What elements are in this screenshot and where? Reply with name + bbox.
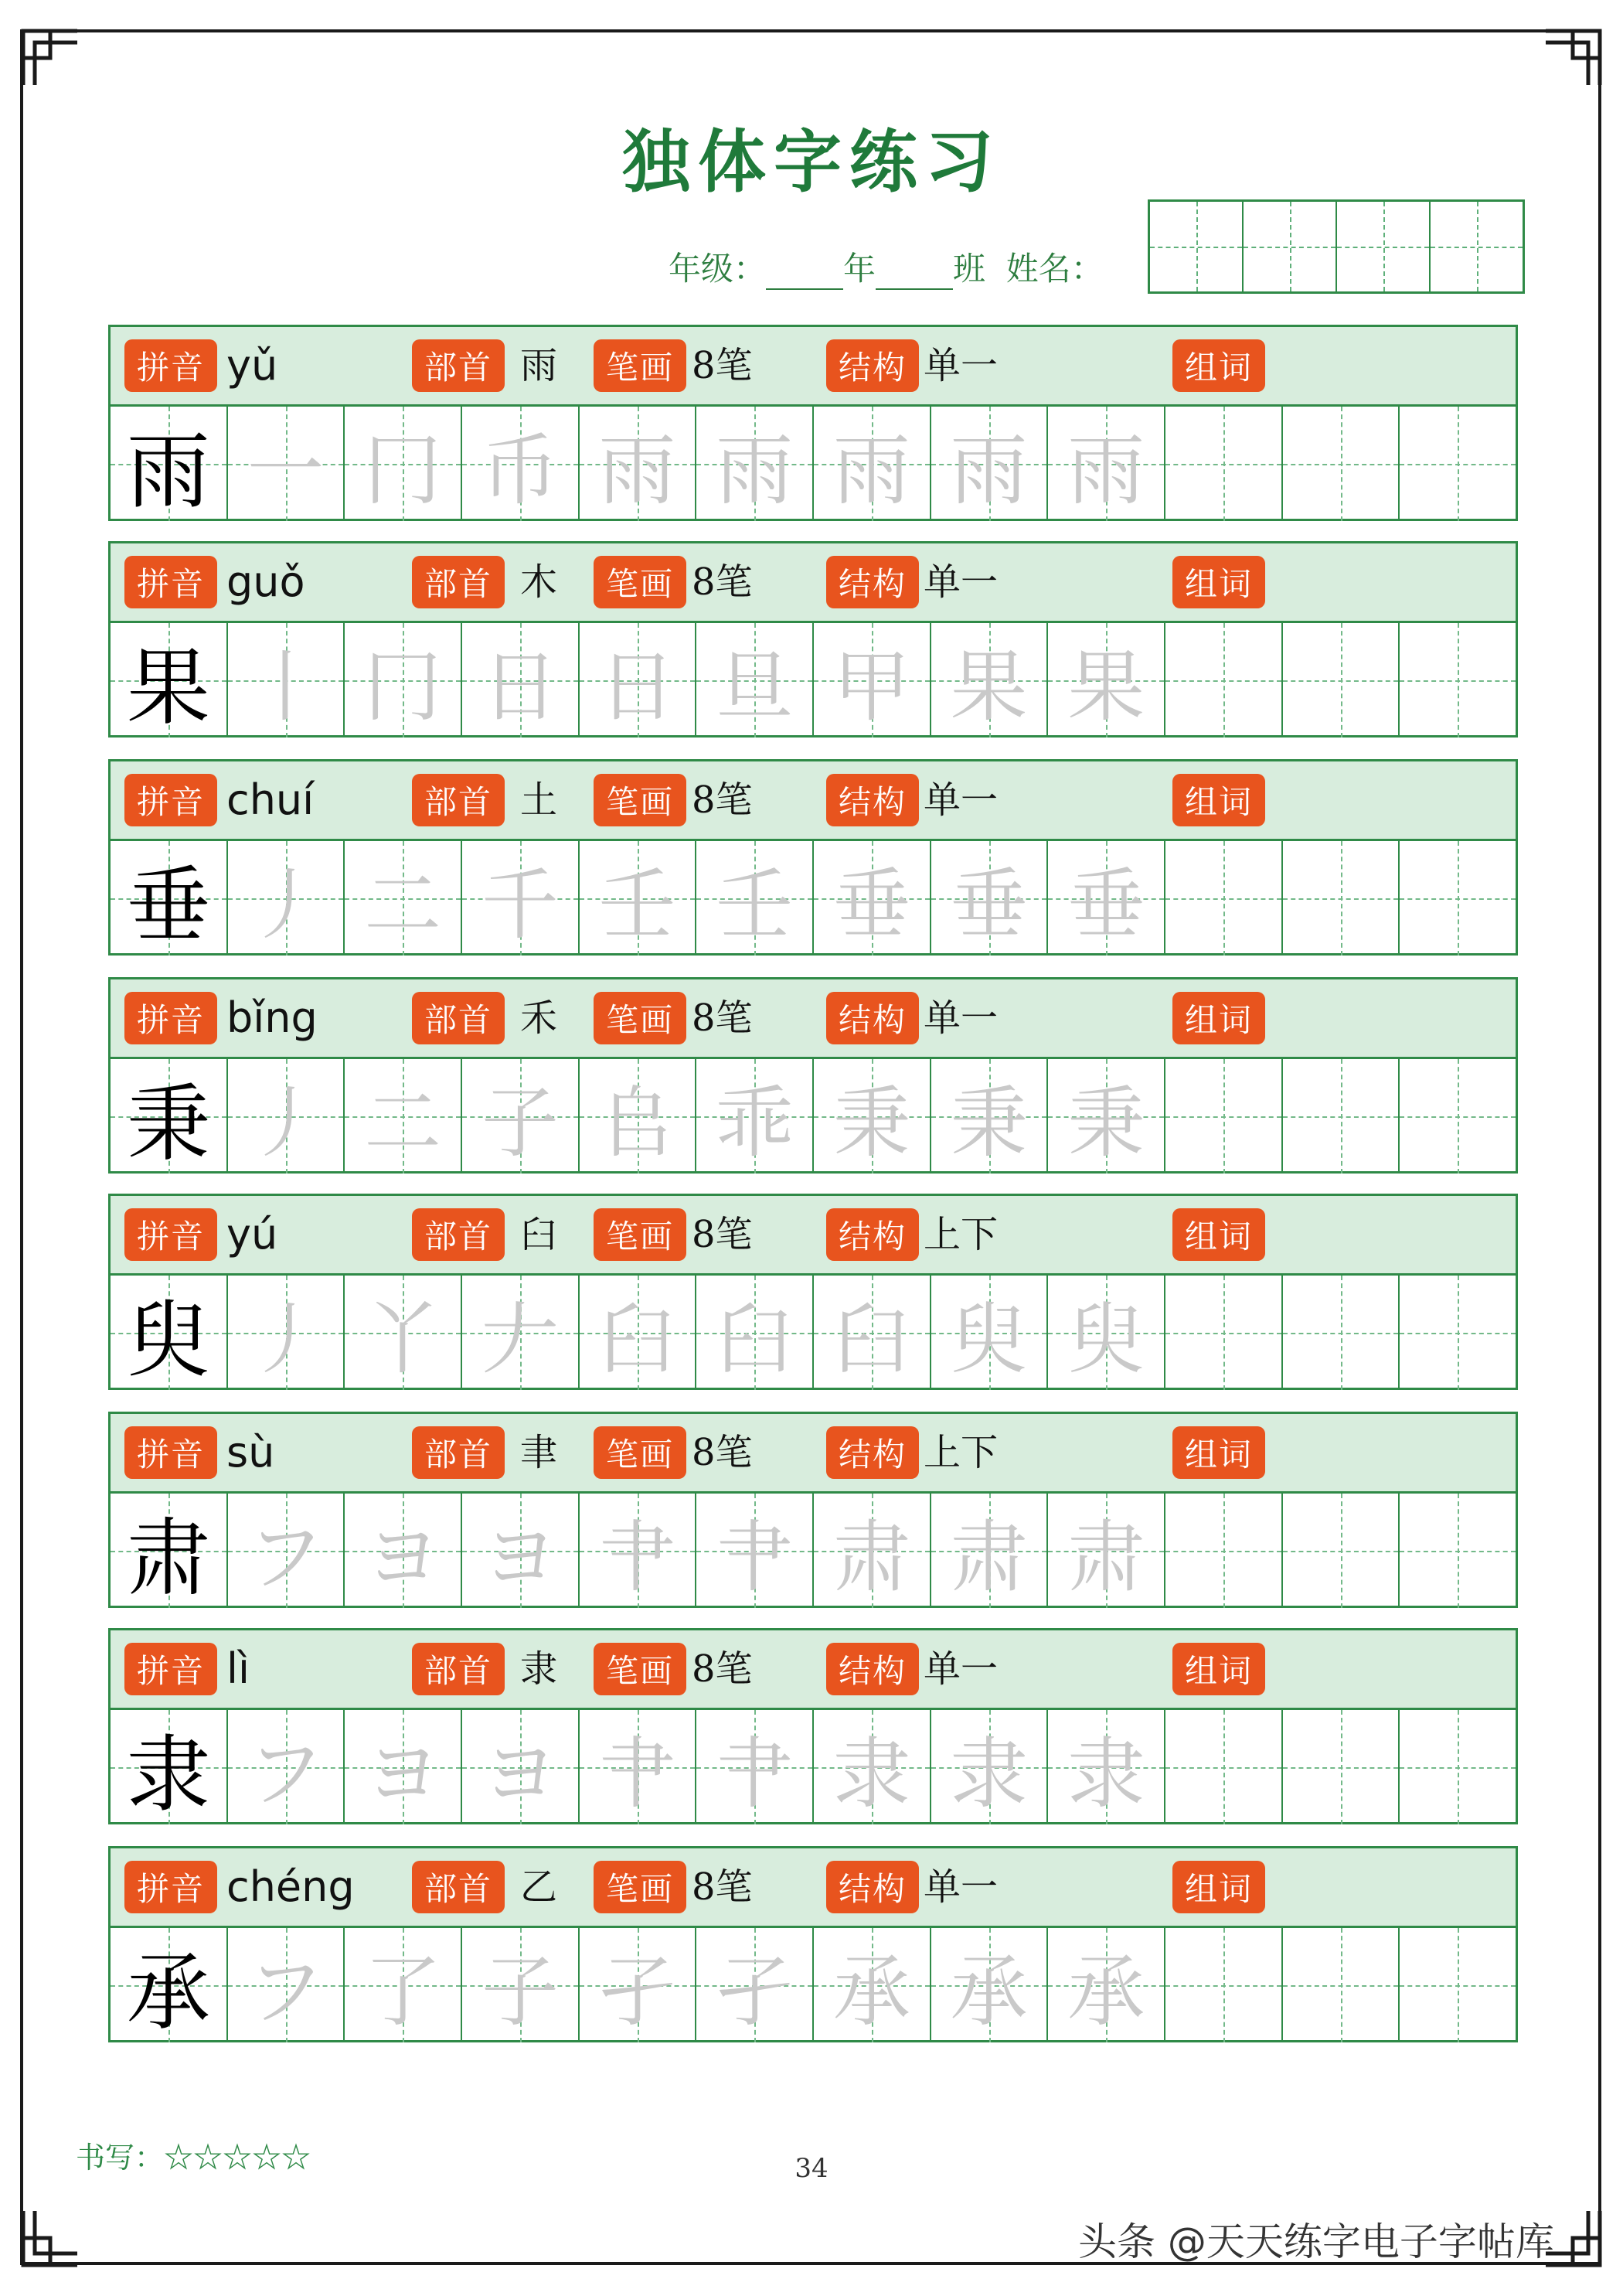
pinyin-value: lì (226, 1644, 250, 1693)
strokes-tag: 笔画 (594, 992, 686, 1044)
stroke-step-cell (814, 1494, 931, 1608)
char-info-bar (111, 979, 1516, 1059)
words-tag: 组词 (1172, 339, 1265, 392)
char-info-bar (111, 761, 1516, 841)
stroke-step-cell (931, 1494, 1049, 1608)
blank-practice-cell[interactable] (1400, 1276, 1516, 1390)
model-char-cell (111, 623, 228, 738)
corner-ornament-bottom-left (15, 2203, 85, 2273)
trace-character: 秉 (1067, 1078, 1145, 1168)
trace-character: 𠂤 (598, 1078, 676, 1168)
trace-character: 雨 (1067, 425, 1145, 516)
trace-character: 秉 (832, 1078, 910, 1168)
blank-practice-cell[interactable] (1400, 841, 1516, 956)
trace-character: 臼 (598, 1294, 676, 1385)
structure-value: 单一 (924, 778, 999, 822)
practice-block (108, 1846, 1518, 2042)
trace-character: 𠂇 (481, 1294, 559, 1385)
radical-value: 土 (520, 778, 558, 822)
trace-character: 孑 (598, 1947, 676, 2037)
pinyin-value: bǐng (226, 993, 318, 1042)
blank-practice-cell[interactable] (1400, 1494, 1516, 1608)
trace-character: 肃 (832, 1512, 910, 1603)
model-char-cell (111, 1928, 228, 2042)
student-info (669, 244, 1104, 290)
strokes-value: 8笔 (692, 1431, 753, 1474)
stroke-step-cell (462, 1710, 580, 1824)
trace-character: 肃 (950, 1512, 1028, 1603)
trace-character: 丿 (247, 1294, 325, 1385)
stroke-step-cell (580, 407, 697, 521)
trace-character: 壬 (598, 860, 676, 950)
stroke-step-cell (696, 1928, 814, 2042)
radical-value: 雨 (520, 344, 558, 387)
stroke-step-cell (462, 1494, 580, 1608)
trace-character: 二 (364, 1078, 442, 1168)
structure-value: 上下 (924, 1431, 999, 1474)
trace-character: 壬 (716, 860, 794, 950)
model-char-cell (111, 841, 228, 956)
trace-character: 雨 (716, 425, 794, 516)
words-tag: 组词 (1172, 556, 1265, 608)
stroke-step-cell (345, 1276, 462, 1390)
structure-value: 上下 (924, 1213, 999, 1256)
name-cell[interactable] (1337, 202, 1431, 291)
blank-practice-cell[interactable] (1400, 407, 1516, 521)
radical-value: 隶 (520, 1647, 558, 1691)
stroke-step-cell (345, 623, 462, 738)
blank-practice-cell[interactable] (1165, 623, 1283, 738)
tian-grid-row (111, 407, 1516, 521)
page-number: 34 (794, 2153, 829, 2184)
structure-tag: 结构 (826, 339, 919, 392)
year-label: 年 (843, 250, 876, 288)
trace-character: 果 (950, 642, 1028, 732)
char-info-bar (111, 1848, 1516, 1928)
trace-character: 承 (950, 1947, 1028, 2037)
structure-tag: 结构 (826, 992, 919, 1044)
pinyin-tag: 拼音 (124, 992, 217, 1044)
blank-practice-cell[interactable] (1283, 841, 1400, 956)
structure-value: 单一 (924, 1647, 999, 1691)
trace-character: 臾 (950, 1294, 1028, 1385)
model-character: 秉 (126, 1075, 210, 1173)
stroke-step-cell (931, 1276, 1049, 1390)
stroke-step-cell (345, 841, 462, 956)
radical-value: 禾 (520, 996, 558, 1040)
structure-tag: 结构 (826, 1208, 919, 1261)
blank-practice-cell[interactable] (1400, 1710, 1516, 1824)
class-label: 班 (953, 250, 986, 288)
trace-character: 日 (598, 642, 676, 732)
tian-grid-row (111, 623, 1516, 738)
blank-practice-cell[interactable] (1165, 1710, 1283, 1824)
stroke-step-cell (1048, 1928, 1165, 2042)
pinyin-tag: 拼音 (124, 1426, 217, 1479)
stroke-step-cell (462, 1059, 580, 1174)
stroke-step-cell (1048, 841, 1165, 956)
words-tag: 组词 (1172, 1426, 1265, 1479)
blank-practice-cell[interactable] (1165, 841, 1283, 956)
stroke-step-cell (814, 623, 931, 738)
radical-tag: 部首 (412, 774, 505, 826)
trace-character: 丨 (247, 642, 325, 732)
blank-practice-cell[interactable] (1400, 1059, 1516, 1174)
blank-practice-cell[interactable] (1165, 1494, 1283, 1608)
practice-block (108, 977, 1518, 1174)
name-writing-grid[interactable] (1148, 199, 1525, 294)
stroke-step-cell (228, 1710, 345, 1824)
stroke-step-cell (931, 623, 1049, 738)
trace-character: 臾 (1067, 1294, 1145, 1385)
trace-character: 甲 (832, 642, 910, 732)
grade-blank[interactable] (766, 257, 843, 290)
trace-character: 子 (481, 1078, 559, 1168)
practice-block (108, 325, 1518, 521)
name-cell[interactable] (1431, 202, 1523, 291)
stroke-step-cell (931, 1059, 1049, 1174)
pinyin-value: yǔ (226, 341, 278, 390)
blank-practice-cell[interactable] (1400, 1928, 1516, 2042)
stroke-step-cell (462, 841, 580, 956)
trace-character: 承 (1067, 1947, 1145, 2037)
stroke-step-cell (1048, 623, 1165, 738)
stroke-step-cell (228, 1059, 345, 1174)
trace-character: 冂 (364, 642, 442, 732)
stroke-step-cell (1048, 1710, 1165, 1824)
radical-value: 乙 (520, 1865, 558, 1909)
trace-character: 隶 (832, 1729, 910, 1819)
trace-character: 雨 (832, 425, 910, 516)
name-cell[interactable] (1150, 202, 1244, 291)
trace-character: 二 (364, 860, 442, 950)
structure-tag: 结构 (826, 1643, 919, 1695)
stroke-step-cell (580, 1276, 697, 1390)
radical-value: 木 (520, 560, 558, 604)
blank-practice-cell[interactable] (1165, 1276, 1283, 1390)
blank-practice-cell[interactable] (1283, 407, 1400, 521)
trace-character: 肀 (716, 1512, 794, 1603)
stroke-step-cell (696, 841, 814, 956)
strokes-tag: 笔画 (594, 1643, 686, 1695)
trace-character: 承 (832, 1947, 910, 2037)
stroke-step-cell (462, 407, 580, 521)
rating-stars[interactable]: ☆☆☆☆☆ (164, 2141, 311, 2175)
blank-practice-cell[interactable] (1283, 1710, 1400, 1824)
strokes-value: 8笔 (692, 560, 753, 604)
name-cell[interactable] (1244, 202, 1337, 291)
corner-ornament-top-right (1538, 23, 1608, 93)
trace-character: ヨ (481, 1512, 559, 1603)
practice-block (108, 1194, 1518, 1390)
trace-character: 隶 (950, 1729, 1028, 1819)
trace-character: 肀 (598, 1512, 676, 1603)
stroke-step-cell (228, 407, 345, 521)
stroke-step-cell (814, 841, 931, 956)
radical-value: 聿 (520, 1431, 558, 1474)
blank-practice-cell[interactable] (1165, 407, 1283, 521)
pinyin-tag: 拼音 (124, 774, 217, 826)
pinyin-tag: 拼音 (124, 1861, 217, 1913)
strokes-value: 8笔 (692, 778, 753, 822)
trace-character: 丿 (247, 860, 325, 950)
trace-character: フ (247, 1729, 325, 1819)
trace-character: 垂 (832, 860, 910, 950)
stroke-step-cell (931, 1710, 1049, 1824)
trace-character: ヨ (364, 1512, 442, 1603)
stroke-step-cell (814, 407, 931, 521)
strokes-value: 8笔 (692, 996, 753, 1040)
trace-character: 雨 (598, 425, 676, 516)
stroke-step-cell (345, 1059, 462, 1174)
radical-tag: 部首 (412, 1643, 505, 1695)
stroke-step-cell (345, 1928, 462, 2042)
structure-tag: 结构 (826, 556, 919, 608)
structure-value: 单一 (924, 344, 999, 387)
practice-block (108, 759, 1518, 956)
corner-ornament-top-left (15, 23, 85, 93)
blank-practice-cell[interactable] (1283, 623, 1400, 738)
strokes-tag: 笔画 (594, 556, 686, 608)
stroke-step-cell (228, 623, 345, 738)
structure-value: 单一 (924, 560, 999, 604)
pinyin-value: guǒ (226, 557, 305, 606)
trace-character: ヨ (364, 1729, 442, 1819)
strokes-value: 8笔 (692, 1647, 753, 1691)
stroke-step-cell (931, 841, 1049, 956)
structure-value: 单一 (924, 1865, 999, 1909)
class-blank[interactable] (876, 257, 953, 290)
pinyin-tag: 拼音 (124, 339, 217, 392)
stroke-step-cell (462, 1276, 580, 1390)
model-char-cell (111, 407, 228, 521)
model-character: 承 (126, 1944, 210, 2042)
stroke-step-cell (1048, 1276, 1165, 1390)
stroke-step-cell (696, 1494, 814, 1608)
blank-practice-cell[interactable] (1400, 623, 1516, 738)
stroke-step-cell (696, 1059, 814, 1174)
stroke-step-cell (345, 407, 462, 521)
trace-character: 臼 (832, 1294, 910, 1385)
tian-grid-row (111, 1276, 1516, 1390)
stroke-step-cell (345, 1494, 462, 1608)
name-label: 姓名： (1005, 250, 1104, 288)
writing-label: 书写： (76, 2141, 165, 2175)
strokes-value: 8笔 (692, 1865, 753, 1909)
model-character: 臾 (126, 1292, 210, 1389)
stroke-step-cell (1048, 1059, 1165, 1174)
strokes-value: 8笔 (692, 1213, 753, 1256)
radical-tag: 部首 (412, 992, 505, 1044)
stroke-step-cell (228, 1928, 345, 2042)
tian-grid-row (111, 841, 1516, 956)
blank-practice-cell[interactable] (1283, 1059, 1400, 1174)
tian-grid-row (111, 1494, 1516, 1608)
blank-practice-cell[interactable] (1165, 1928, 1283, 2042)
pinyin-tag: 拼音 (124, 556, 217, 608)
blank-practice-cell[interactable] (1283, 1928, 1400, 2042)
pinyin-tag: 拼音 (124, 1643, 217, 1695)
trace-character: 隶 (1067, 1729, 1145, 1819)
model-char-cell (111, 1276, 228, 1390)
trace-character: 果 (1067, 642, 1145, 732)
trace-character: 雨 (950, 425, 1028, 516)
stroke-step-cell (580, 841, 697, 956)
stroke-step-cell (580, 1059, 697, 1174)
radical-tag: 部首 (412, 1861, 505, 1913)
pinyin-value: chuí (226, 775, 315, 824)
strokes-tag: 笔画 (594, 339, 686, 392)
stroke-step-cell (228, 1276, 345, 1390)
model-char-cell (111, 1710, 228, 1824)
tian-grid-row (111, 1059, 1516, 1174)
trace-character: 垂 (1067, 860, 1145, 950)
stroke-step-cell (931, 1928, 1049, 2042)
practice-block (108, 1628, 1518, 1824)
stroke-step-cell (696, 1276, 814, 1390)
words-tag: 组词 (1172, 1643, 1265, 1695)
practice-block (108, 541, 1518, 738)
stroke-step-cell (931, 407, 1049, 521)
stroke-step-cell (462, 1928, 580, 2042)
stroke-step-cell (345, 1710, 462, 1824)
strokes-tag: 笔画 (594, 774, 686, 826)
model-character: 雨 (126, 423, 210, 520)
radical-value: 臼 (520, 1213, 558, 1256)
trace-character: 肀 (716, 1729, 794, 1819)
stroke-step-cell (814, 1710, 931, 1824)
trace-character: フ (247, 1947, 325, 2037)
stroke-step-cell (814, 1059, 931, 1174)
stroke-step-cell (228, 1494, 345, 1608)
words-tag: 组词 (1172, 1861, 1265, 1913)
stroke-step-cell (462, 623, 580, 738)
tian-grid-row (111, 1710, 1516, 1824)
tian-grid-row (111, 1928, 1516, 2042)
radical-tag: 部首 (412, 556, 505, 608)
char-info-bar (111, 1414, 1516, 1494)
model-char-cell (111, 1494, 228, 1608)
stroke-step-cell (228, 841, 345, 956)
trace-character: 秉 (950, 1078, 1028, 1168)
pinyin-tag: 拼音 (124, 1208, 217, 1261)
stroke-step-cell (814, 1928, 931, 2042)
trace-character: 乖 (716, 1078, 794, 1168)
model-character: 肃 (126, 1510, 210, 1607)
structure-tag: 结构 (826, 774, 919, 826)
trace-character: 旦 (716, 642, 794, 732)
strokes-tag: 笔画 (594, 1426, 686, 1479)
grade-label: 年级： (669, 250, 767, 288)
trace-character: 子 (481, 1947, 559, 2037)
blank-practice-cell[interactable] (1283, 1494, 1400, 1608)
radical-tag: 部首 (412, 1426, 505, 1479)
pinyin-value: sù (226, 1428, 275, 1477)
stroke-step-cell (580, 1710, 697, 1824)
char-info-bar (111, 1630, 1516, 1710)
trace-character: ヨ (481, 1729, 559, 1819)
stroke-step-cell (1048, 407, 1165, 521)
watermark: 头条 @天天练字电子字帖库 (1078, 2219, 1554, 2264)
trace-character: 丿 (247, 1078, 325, 1168)
model-char-cell (111, 1059, 228, 1174)
structure-tag: 结构 (826, 1426, 919, 1479)
blank-practice-cell[interactable] (1283, 1276, 1400, 1390)
trace-character: 千 (481, 860, 559, 950)
radical-tag: 部首 (412, 1208, 505, 1261)
trace-character: 肃 (1067, 1512, 1145, 1603)
stroke-step-cell (580, 623, 697, 738)
stroke-step-cell (580, 1928, 697, 2042)
trace-character: 日 (481, 642, 559, 732)
pinyin-value: yú (226, 1210, 278, 1259)
stroke-step-cell (696, 623, 814, 738)
model-character: 果 (126, 639, 210, 737)
trace-character: フ (247, 1512, 325, 1603)
practice-block (108, 1412, 1518, 1608)
stroke-step-cell (1048, 1494, 1165, 1608)
structure-tag: 结构 (826, 1861, 919, 1913)
stroke-step-cell (696, 1710, 814, 1824)
trace-character: 肀 (598, 1729, 676, 1819)
trace-character: 垂 (950, 860, 1028, 950)
page-title: 独体字练习 (621, 121, 1001, 202)
words-tag: 组词 (1172, 774, 1265, 826)
blank-practice-cell[interactable] (1165, 1059, 1283, 1174)
model-character: 垂 (126, 857, 210, 955)
pinyin-value: chéng (226, 1862, 355, 1911)
char-info-bar (111, 1196, 1516, 1276)
trace-character: 一 (247, 425, 325, 516)
trace-character: 孑 (716, 1947, 794, 2037)
stroke-step-cell (814, 1276, 931, 1390)
trace-character: 丫 (364, 1294, 442, 1385)
words-tag: 组词 (1172, 1208, 1265, 1261)
trace-character: 臼 (716, 1294, 794, 1385)
strokes-tag: 笔画 (594, 1861, 686, 1913)
char-info-bar (111, 327, 1516, 407)
strokes-tag: 笔画 (594, 1208, 686, 1261)
radical-tag: 部首 (412, 339, 505, 392)
strokes-value: 8笔 (692, 344, 753, 387)
char-info-bar (111, 543, 1516, 623)
trace-character: 了 (364, 1947, 442, 2037)
stroke-step-cell (696, 407, 814, 521)
trace-character: 币 (481, 425, 559, 516)
stroke-step-cell (580, 1494, 697, 1608)
trace-character: 冂 (364, 425, 442, 516)
model-character: 隶 (126, 1726, 210, 1824)
structure-value: 单一 (924, 996, 999, 1040)
words-tag: 组词 (1172, 992, 1265, 1044)
